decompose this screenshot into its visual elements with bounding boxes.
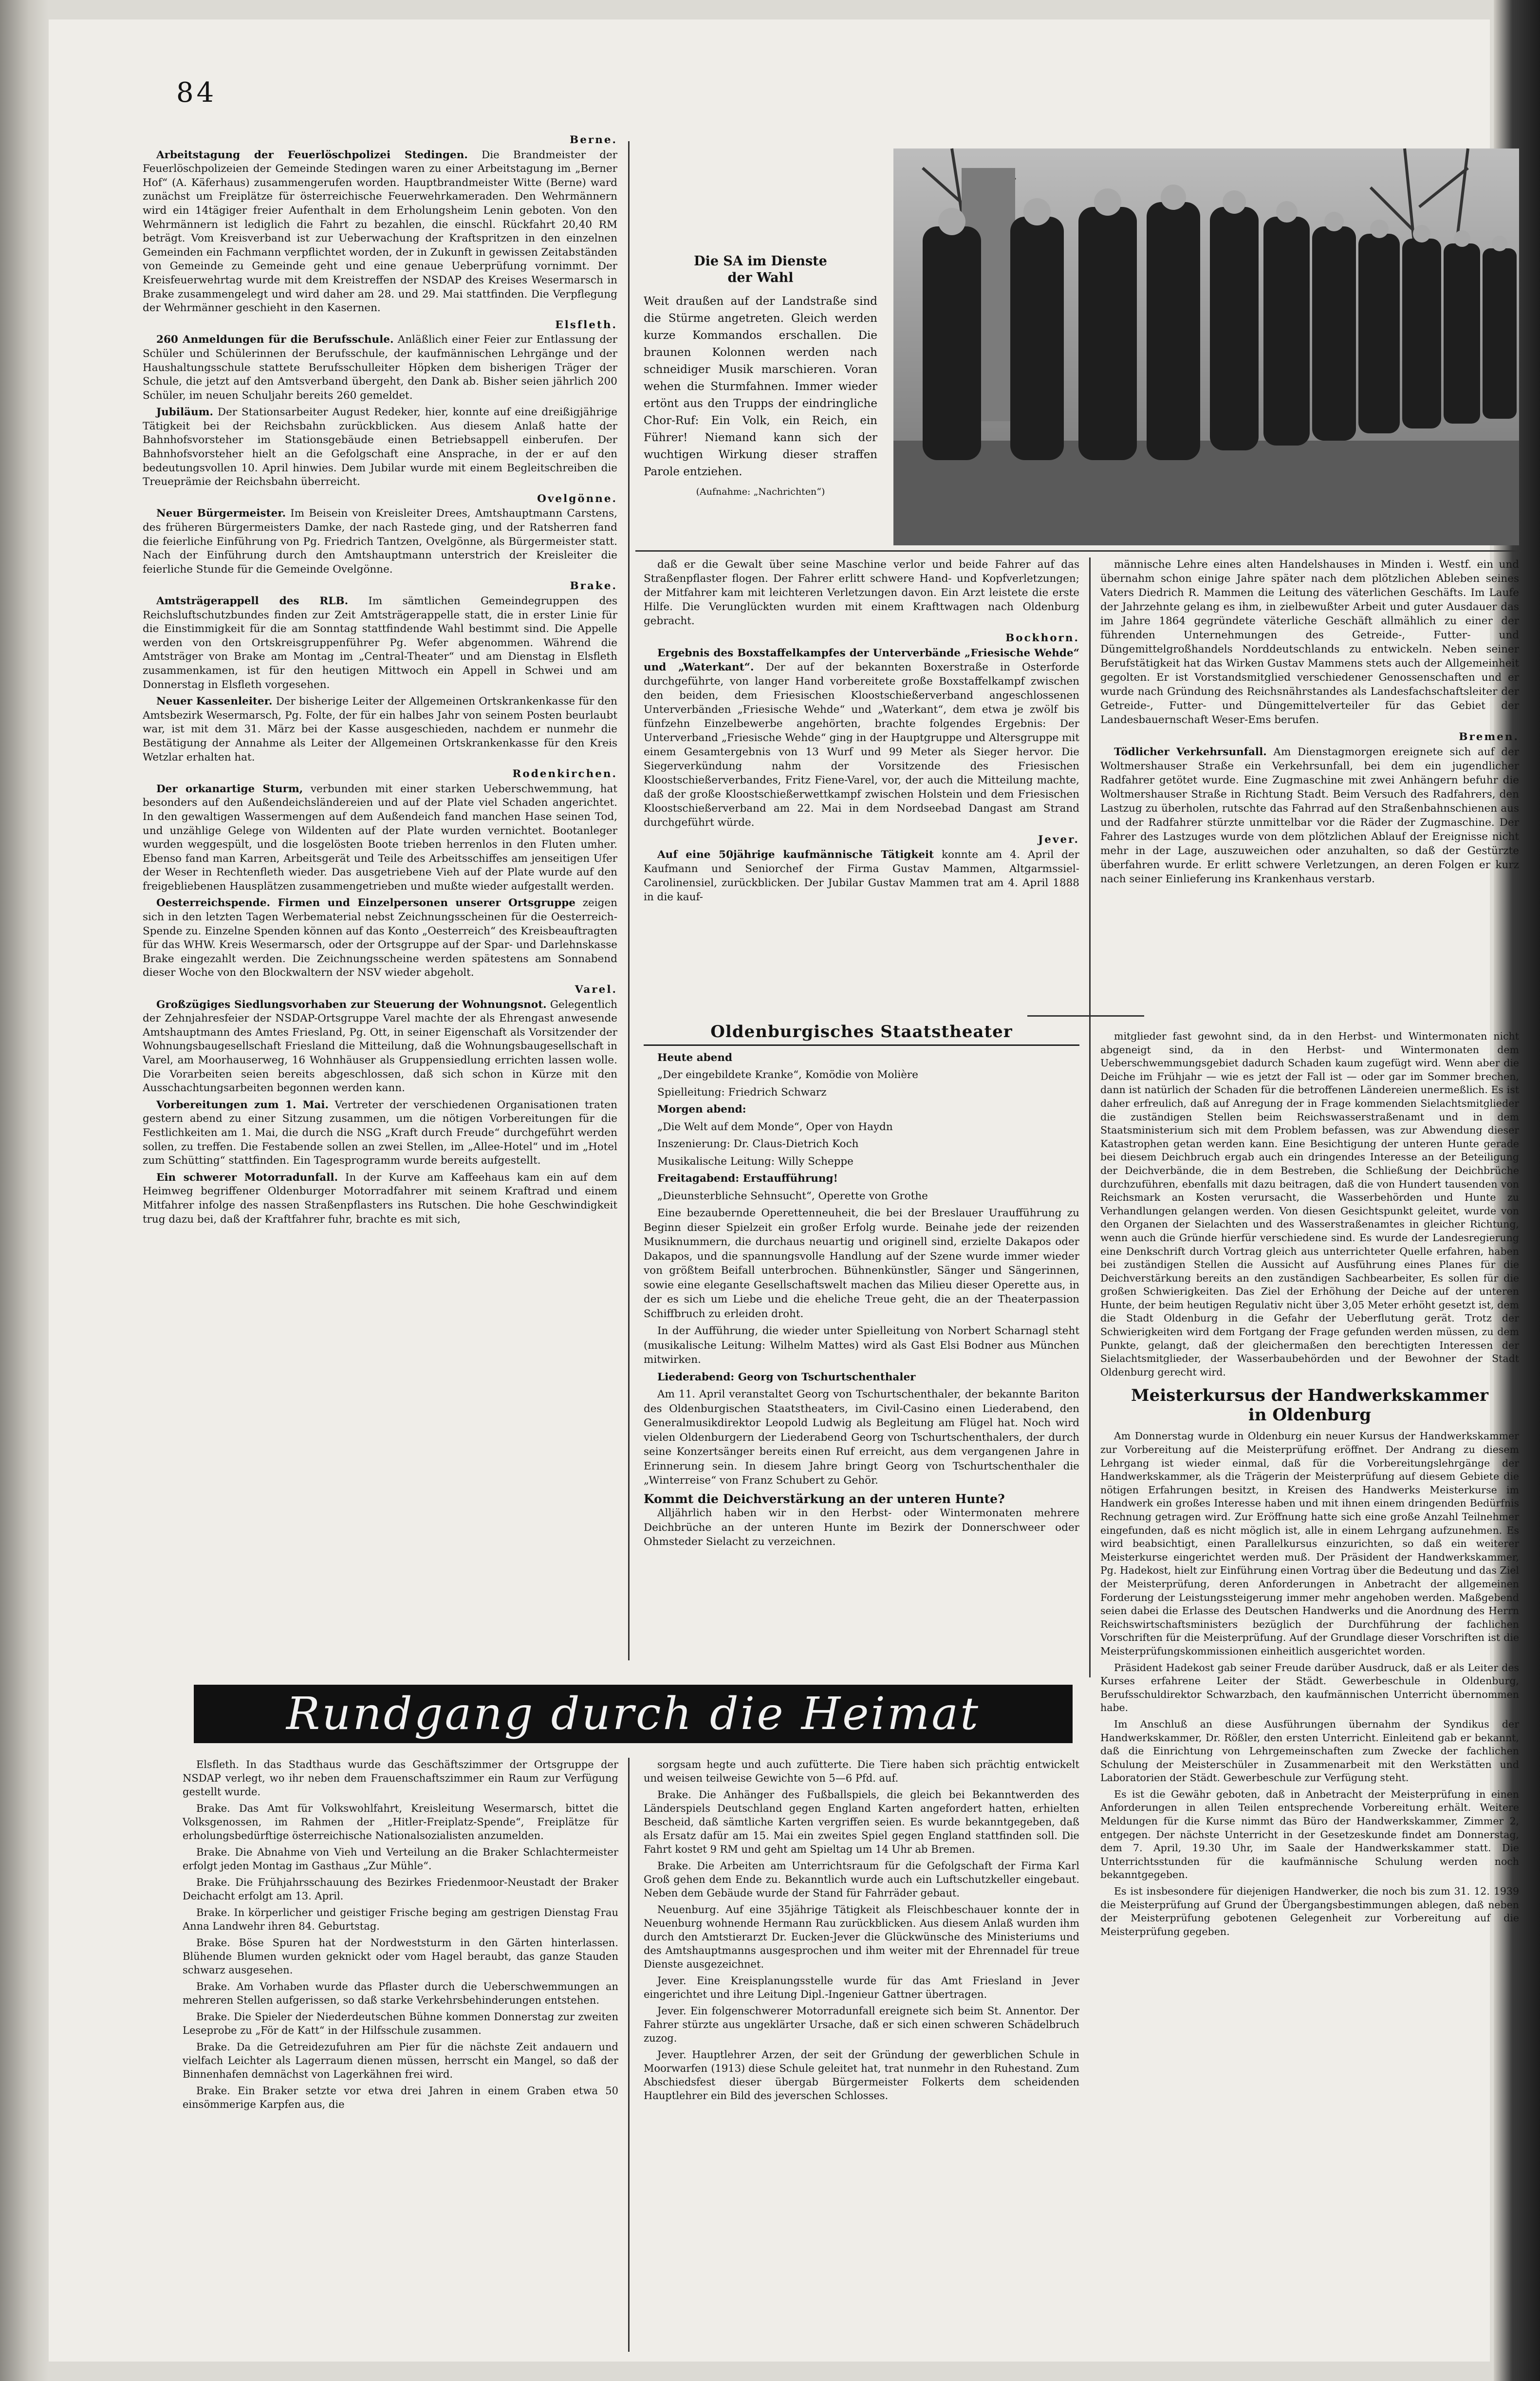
article-paragraph xyxy=(644,1370,1079,1385)
article-paragraph xyxy=(1100,1430,1519,1658)
article-paragraph xyxy=(1100,1788,1519,1882)
article-text: Jever. Ein folgenschwerer Motorradunfall ereignete sich beim St. Annentor. Der Fahrer stürzte aus ungeklärter Ursache, daß er sich einen schweren Schädelbruch zuzog. xyxy=(644,2005,1079,2044)
column-4 xyxy=(1100,1030,1519,2354)
article-lead: Freitagabend: Erstaufführung! xyxy=(657,1172,838,1185)
article-text: Am 11. April veranstaltet Georg von Tschurtschenthaler, der bekannte Bariton des Oldenburgischen Staatstheaters, im Civil-Casino einen Liederabend, den Generalmusikdirektor Leopold Ludwig als Begleitung am Flügel hat. Noch wird vielen Oldenburgern der Liederabend Georg von Tschurtschenthalers, der durch seine Konzertsänger bereits einen Ruf erreicht, aus dem vergangenen Jahre in Erinnerung sein. In diesem Jahre bringt Georg von Tschurtschenthaler die „Winterreise“ von Franz Schubert zu Gehör. xyxy=(644,1388,1079,1487)
article-paragraph xyxy=(143,149,617,316)
article-paragraph xyxy=(644,558,1079,628)
place-heading: Bockhorn. xyxy=(1005,632,1079,644)
article-paragraph xyxy=(183,2040,618,2081)
caption-title-line1: Die SA im Dienste xyxy=(694,254,827,269)
section-rule xyxy=(635,550,1521,552)
article-text: konnte am 4. April der Kaufmann und Seniorchef der Firma Gustav Mammen, Altgarmssiel-Carolinensiel, zurückblicken. Der Jubilar Gustav Mammen trat am 4. April 1888 in die kauf- xyxy=(644,849,1079,903)
article-paragraph xyxy=(183,1876,618,1903)
newspaper-page xyxy=(49,19,1520,2362)
article-paragraph xyxy=(1100,558,1519,727)
article-paragraph xyxy=(143,896,617,980)
column-rule xyxy=(1089,558,1091,1677)
article-text: zeigen sich in den letzten Tagen Werbematerial nebst Zeichnungsscheinen für die Oesterreich-Spende zu. Einzelne Spenden können auf das Konto „Oesterreich“ des Kreisbeauftragten für das WHW. Kreis Wesermarsch, oder der Ortsgruppe auf der Spar- und Darlehnskasse Brake eingezahlt werden. Die Zeichnungsscheine werden spätestens am Sonnabend dieser Woche von den Blockwaltern der NSV wieder abgeholt. xyxy=(143,897,617,979)
article-paragraph xyxy=(1100,1661,1519,1715)
theater-body xyxy=(644,1051,1079,1488)
article-paragraph xyxy=(644,1172,1079,1186)
article-text: „Die Welt auf dem Monde“, Oper von Haydn xyxy=(657,1120,893,1133)
article-paragraph xyxy=(183,1936,618,1977)
article-paragraph xyxy=(143,507,617,577)
article-paragraph xyxy=(644,1120,1079,1135)
article-paragraph xyxy=(644,1206,1079,1321)
article-lead: Ergebnis des Boxstaffelkampfes der Unterverbände „Friesische Wehde“ und „Waterkant“. xyxy=(644,647,1079,673)
column-1 xyxy=(143,131,617,1660)
article-lead: Tödlicher Verkehrsunfall. xyxy=(1114,746,1267,758)
article-text: Vertreter der verschiedenen Organisationen traten gestern abend zu einer Sitzung zusammen, um die nötigen Vorbereitungen für die Festlichkeiten am 1. Mai, die durch die NSG „Kraft durch Freude“ durchgeführt werden sollen, zu treffen. Die Festabende sollen an zwei Stellen, im „Allee-Hotel“ und im „Hotel zum Schütting“ stattfinden. Ein Tagesprogramm wurde bereits aufgestellt. xyxy=(143,1098,617,1167)
sa-troops-photo xyxy=(893,149,1519,545)
article-text: Brake. Die Anhänger des Fußballspiels, die gleich bei Bekanntwerden des Länderspiels Deutschland gegen England Karten angefordert hatten, erhielten Bescheid, daß sämtliche Karten vergriffen seien. Es wurde bekanntgegeben, daß als Ersatz dafür am 15. Mai ein zweites Spiel gegen England stattfinden soll. Die Fahrt kostet 9 RM und geht am Spieltag um 14 Uhr ab Bremen. xyxy=(644,1789,1079,1855)
place-heading: Rodenkirchen. xyxy=(512,768,617,781)
article-text: Inszenierung: Dr. Claus-Dietrich Koch xyxy=(657,1138,859,1150)
article-paragraph xyxy=(183,2010,618,2037)
article-text: Es ist die Gewähr geboten, daß in Anbetracht der Meisterprüfung in einen Anforderungen in allen Teilen entsprechende Vorbereitung erhält. Weitere Meldungen für die Kurse nimmt das Büro der Handwerkskammer, Zimmer 2, entgegen. Der nächste Unterricht in der Gesetzeskunde findet am Donnerstag, dem 7. April, 19.30 Uhr, im Saale der Handwerkskammer statt. Die Unterrichtsstunden für die kaufmännische Schulung werden noch bekanntgegeben. xyxy=(1100,1788,1519,1881)
article-paragraph xyxy=(644,1758,1079,1785)
bottom-column-middle xyxy=(644,1758,1079,2357)
dike-continuation xyxy=(1100,1030,1519,1379)
article-text: Der auf der bekannten Boxerstraße in Osterforde durchgeführte, von langer Hand vorbereitete große Boxstaffelkampf zwischen den beiden, dem Friesischen Kloostschießerverband angeschlossenen Unterverbänden „Friesische Wehde“ und „Waterkant“, dem etwa je zwölf bis fünfzehn Einzelbewerbe angehörten, brachte folgendes Ergebnis: Der Unterverband „Friesische Wehde“ ging in der Hauptgruppe und Altersgruppe mit einem Gesamtergebnis von 13 Wurf und 99 Meter als Sieger hervor. Die Siegerverkündung nahm der Vorsitzende des Friesischen Kloostschießerverbandes, Fritz Fiene-Varel, vor, der auch die Mitteilung machte, daß der große Kloostschießerwettkampf zwischen Holstein und dem Friesischen Kloostschießerverband am 22. Mai in dem Nordseebad Dangast am Strand durchgeführt würde. xyxy=(644,661,1079,829)
article-text: Brake. Die Arbeiten am Unterrichtsraum für die Gefolgschaft der Firma Karl Groß gehen dem Ende zu. Bekanntlich wurde auch ein Luftschutzkeller eingebaut. Neben dem Gebäude wurde der Stand für Fahrräder gebaut. xyxy=(644,1860,1079,1899)
article-paragraph xyxy=(644,1859,1079,1900)
article-text: Spielleitung: Friedrich Schwarz xyxy=(657,1086,827,1098)
article-lead: Vorbereitungen zum 1. Mai. xyxy=(156,1098,329,1111)
article-paragraph xyxy=(644,1154,1079,1169)
article-text: Im Beisein von Kreisleiter Drees, Amtshauptmann Carstens, des früheren Bürgermeisters Damke, der nach Rastede ging, und der Ratsherren fand die feierliche Einführung von Pg. Friedrich Tantzen, Ovelgönne, als Bürgermeister statt. Nach der Einführung durch den Amtshauptmann unterstrich der Kreisleiter die feierliche Stunde für die Gemeinde Ovelgönne. xyxy=(143,507,617,576)
article-lead: Großzügiges Siedlungsvorhaben zur Steuerung der Wohnungsnot. xyxy=(156,998,547,1011)
article-text: Brake. Die Abnahme von Vieh und Verteilung an die Braker Schlachtermeister erfolgt jeden Montag im Gasthaus „Zur Mühle“. xyxy=(183,1846,618,1872)
article-paragraph xyxy=(143,1171,617,1227)
article-text: Eine bezaubernde Operettenneuheit, die bei der Breslauer Uraufführung zu Beginn dieser Spielzeit ein großer Erfolg wurde. Beinahe jede der reizenden Musiknummern, die durchaus neuartig und originell sind, erzielte Dakapos oder Dakapos, und die spannungsvolle Handlung auf der Szene wurde immer wieder von größtem Beifall unterbrochen. Bühnenkünstler, Sänger und Sängerinnen, sowie eine elegante Gesellschaftswelt machen das Milieu dieser Operette aus, in der es sich um Liebe und die eheliche Treue geht, die an der Theaterpassion Schiffbruch zu erleiden droht. xyxy=(644,1207,1079,1320)
article-text: Neuenburg. Auf eine 35jährige Tätigkeit als Fleischbeschauer konnte der in Neuenburg wohnende Hermann Rau zurückblicken. Aus diesem Anlaß wurden ihm durch den Amtstierarzt Dr. Eucken-Jever die Glückwünsche des Ministeriums und des Amtshauptmanns ausgesprochen und ihm weiter mit der Ehrennadel für treue Dienste ausgezeichnet. xyxy=(644,1904,1079,1970)
article-text: Der Stationsarbeiter August Redeker, hier, konnte auf eine dreißigjährige Tätigkeit bei der Reichsbahn zurückblicken. Aus diesem Anlaß hatte der Bahnhofsvorsteher im Stationsgebäude einen Betriebsappell einberufen. Der Bahnhofsvorsteher hielt an die Gefolgschaft eine Ansprache, in der er auf den bedeutungsvollen 10. April hinwies. Dem Jubilar wurde mit einem Begleitschreiben die Treueprämie der Reichsbahn überreicht. xyxy=(143,406,617,488)
article-lead: Jubiläum. xyxy=(156,406,213,419)
article-text: Anläßlich einer Feier zur Entlassung der Schüler und Schülerinnen der Berufsschule, der kaufmännischen Lehrgänge und der Haushaltungsschule stattete Berufsschulleiter Höpken dem bisherigen Träger der Schule, die jetzt auf den Amtsverband übergeht, den Dank ab. Bisher seien jährlich 200 Schüler, im neuen Schuljahr bereits 260 gemeldet. xyxy=(143,334,617,402)
place-heading: Brake. xyxy=(570,580,617,593)
article-text: „Dieunsterbliche Sehnsucht“, Operette von Grothe xyxy=(657,1190,928,1202)
article-lead: Neuer Bürgermeister. xyxy=(156,507,286,520)
article-paragraph xyxy=(644,1324,1079,1367)
article-paragraph xyxy=(143,782,617,894)
article-text: In der Kurve am Kaffeehaus kam ein auf dem Heimweg begriffener Oldenburger Motorradfahrer mit seinem Kraftrad und einem Mitfahrer infolge des nassen Straßenpflasters ins Rutschen. Die hohe Geschwindigkeit trug dazu bei, daß der Kraftfahrer fuhr, brachte es mit sich, xyxy=(143,1171,617,1226)
page-binding xyxy=(0,0,49,2381)
article-paragraph xyxy=(644,2004,1079,2045)
article-text: daß er die Gewalt über seine Maschine verlor und beide Fahrer auf das Straßenpflaster flogen. Der Fahrer erlitt schwere Hand- und Kopfverletzungen; der Mitfahrer kam mit leichteren Verletzungen davon. Ein Arzt leistete die erste Hilfe. Die Verunglückten wurden mit einem Krafttwagen nach Oldenburg gebracht. xyxy=(644,558,1079,627)
article-text: sorgsam hegte und auch zufütterte. Die Tiere haben sich prächtig entwickelt und weisen teilweise Gewichte von 5—6 Pfd. auf. xyxy=(644,1759,1079,1784)
theater-section xyxy=(644,1022,1079,1680)
article-text: Brake. Die Frühjahrsschauung des Bezirkes Friedenmoor-Neustadt der Braker Deichacht erfolgt am 13. April. xyxy=(183,1877,618,1902)
page-number: 84 xyxy=(176,77,217,109)
article-text: Brake. Böse Spuren hat der Nordweststurm in den Gärten hinterlassen. Blühende Blumen wurden geknickt oder vom Hagel beraubt, das ganze Stauden schwarz ausgesehen. xyxy=(183,1937,618,1976)
article-lead: Heute abend xyxy=(657,1051,733,1064)
article-text: Der bisherige Leiter der Allgemeinen Ortskrankenkasse für den Amtsbezirk Wesermarsch, Pg. Folte, der für ein halbes Jahr von seinem Posten beurlaubt war, ist mit dem 31. März bei der Kasse ausgeschieden, nachdem er nunmehr die Bestätigung der Annahme als Leiter der Allgemeinen Ortskrankenkasse für den Kreis Wetzlar erhalten hat. xyxy=(143,695,617,763)
article-lead: Neuer Kassenleiter. xyxy=(156,695,273,708)
article-text: Es ist insbesondere für diejenigen Handwerker, die noch bis zum 31. 12. 1939 die Meisterprüfung auf Grund der Übergangsbestimmungen ablegen, daß neben der Meisterprüfung gebotenen Gelegenheit zur Vorbereitung auf die Meisterprüfung gegeben. xyxy=(1100,1885,1519,1937)
article-paragraph xyxy=(1100,1030,1519,1379)
article-text: Präsident Hadekost gab seiner Freude darüber Ausdruck, daß er als Leiter des Kurses erfahrene Leiter der Städt. Gewerbeschule in Oldenburg, Berufsschuldirektor Schwarzbach, den kaufmännischen Unterricht übernommen habe. xyxy=(1100,1661,1519,1714)
masters-text xyxy=(1100,1430,1519,1938)
theater-rule xyxy=(644,1044,1079,1046)
photo-caption xyxy=(644,253,877,555)
article-paragraph xyxy=(183,1802,618,1842)
article-paragraph xyxy=(644,1051,1079,1065)
article-paragraph xyxy=(143,333,617,403)
article-paragraph xyxy=(644,1085,1079,1100)
masters-title-line2: in Oldenburg xyxy=(1248,1405,1372,1425)
article-text: Jever. Hauptlehrer Arzen, der seit der Gründung der gewerblichen Schule in Moorwarfen (1913) diese Schule geleitet hat, trat nunmehr in den Ruhestand. Zum Abschiedsfest dieser übergab Bürgermeister Folkerts dem scheidenden Hauptlehrer ein Bild des jeverschen Schlosses. xyxy=(644,2049,1079,2102)
article-lead: Arbeitstagung der Feuerlöschpolizei Stedingen. xyxy=(156,149,468,161)
article-text: Im Anschluß an diese Ausführungen übernahm der Syndikus der Handwerkskammer, Dr. Rößler, den ersten Unterricht. Einleitend gab er bekannt, daß die Einrichtung von Lehrgemeinschaften zum Zwecke der fachlichen Schulung der Meisterschüler in Zusammenarbeit mit den Werkstätten und Laboratorien der Städt. Gewerbeschule zur Verfügung steht. xyxy=(1100,1718,1519,1784)
article-paragraph xyxy=(1100,1885,1519,1938)
article-text: mitglieder fast gewohnt sind, da in den Herbst- und Wintermonaten nicht abgeneigt sind, da in den Herbst- und Wintermonaten dem Ueberschwemmungsgebiet dadurch Schaden kaum zugefügt wird. Wenn aber die Deiche im Frühjahr — wie es jetzt der Fall ist — oder gar im Sommer brechen, dann ist natürlich der Schaden für die betroffenen Ländereien unermeßlich. Es ist daher erfreulich, daß auf Anregung der in Frage kommenden Sielachtsmitglieder die zuständigen Stellen beim Reichswasserstraßenamt und in dem Staatsministerium sich mit dem Problem befassen, was zur Abwendung dieser Katastrophen getan werden kann. Eine Besichtigung der unteren Hunte gerade bei diesem Deichbruch ergab auch ein dringendes Interesse an der Beteiligung der Deichverbände, die in dem Bestreben, die Schließung der Deichbrüche durchzuführen, ebenfalls mit dazu beitragen, daß die von Hundert tausenden von Reichsmark an Kosten verursacht, die Wasserbehörden und Hunte zu Verhandlungen gelangen werden. Von diesen Gesichtspunkt geleitet, wurde von den Organen der Sielachten und des Wasserstraßenamtes in gleicher Richtung, wenn auch die Gründe hierfür verschiedene sind. Es wurde der Landesregierung eine Denkschrift durch Vortrag gleich aus unterrichteter Quelle erfahren, haben bei zuständigen Stellen die Aussicht auf Ausführung eines Planes für die Deichverstärkung bereits an den zuständigen Sachbearbeiter, Es sollen für die großen Schwierigkeiten. Das Ziel der Erhöhung der Deiche auf der unteren Hunte, der beim heutigen Regulativ nicht über 3,05 Meter erhöht gesetzt ist, dem die Stadt Oldenburg in die Gefahr der Ueberflutung gerät. Trotz der Schwierigkeiten wird dem Fortgang der Frage gefunden werden müssen, zu dem Punkte, gelangt, daß der gleichermaßen den berechtigten Interessen der Sielachtsmitglieder, der Wasserbaubehörden und der Bewohner der Stadt Oldenburg gerecht wird. xyxy=(1100,1030,1519,1378)
article-paragraph xyxy=(644,1068,1079,1082)
article-paragraph xyxy=(143,595,617,692)
place-heading: Bremen. xyxy=(1459,731,1519,743)
place-heading: Jever. xyxy=(1038,834,1079,846)
place-heading: Elsfleth. xyxy=(555,318,617,331)
article-text: verbunden mit einer starken Ueberschwemmung, hat besonders auf den Außendeichsländereien und auf der Plate viel Schaden angerichtet. In den gewaltigen Wassermengen auf dem Außendeich fand manchen Hase seinen Tod, und unzählige Gelege von Wildenten auf der Plate wurden vernichtet. Bootanleger wurden weggespült, und die losgelösten Boote trieben herrenlos in den Fluten umher. Ebenso fand man Karren, Arbeitsgerät und Teile des Arbeitsschiffes am jenseitigen Ufer der Weser in Rechtenfleth wieder. Das ausgetriebene Vieh auf der Plate wurde auf den freigebliebenen Hausplätzen zusammengetrieben und mußte wieder aufgestallt werden. xyxy=(143,782,618,893)
article-text: Brake. In körperlicher und geistiger Frische beging am gestrigen Dienstag Frau Anna Landwehr ihren 84. Geburtstag. xyxy=(183,1907,618,1932)
dike-title: Kommt die Deichverstärkung an der unteren Hunte? xyxy=(644,1491,1005,1506)
section-banner: Rundgang durch die Heimat xyxy=(194,1685,1073,1743)
article-paragraph xyxy=(183,1758,618,1799)
article-paragraph xyxy=(644,1903,1079,1971)
article-paragraph xyxy=(644,1387,1079,1488)
article-lead: Morgen abend: xyxy=(657,1103,746,1116)
article-paragraph xyxy=(183,1980,618,2007)
article-lead: Auf eine 50jährige kaufmännische Tätigkeit xyxy=(657,849,934,861)
section-rule xyxy=(1027,1015,1144,1017)
article-paragraph xyxy=(644,1788,1079,1856)
article-text: Am Donnerstag wurde in Oldenburg ein neuer Kursus der Handwerkskammer zur Vorbereitung auf die Meisterprüfung eröffnet. Der Andrang zu diesem Lehrgang ist wieder einmal, daß für die Vorbereitungslehrgänge der Handwerkskammer, als die Trägerin der Meisterprüfung auf diesem Gebiete die nötigen Erfahrungen besitzt, in Kreisen des Handwerks Meisterkurse im Handwerk ein großes Interesse haben und mit ihnen einem dringenden Bedürfnis Rechnung getragen wird. Zur Eröffnung hatte sich eine große Anzahl Teilnehmer eingefunden, daß es nicht möglich ist, alle in einem Lehrgang aufzunehmen. Es wird beabsichtigt, einen Parallelkursus einzurichten, so daß ein weiterer Meisterkurse eingerichtet werden muß. Der Präsident der Handwerkskammer, Pg. Hadekost, hielt zur Einführung einen Vortrag über die Bedeutung und das Ziel der Meisterprüfung, deren Anforderungen in Anbetracht der allgemeinen Forderung der Leistungssteigerung immer mehr angehoben werden. Maßgebend seien dabei die Erlasse des Deutschen Handwerks und die Anordnung des Herrn Reichswirtschaftsministers bezüglich der Durchführung der fachlichen Vorschriften für die Meisterprüfung. Auf der Grundlage dieser Vorschriften ist die Meisterprüfungskommissionen einheitlich ausgerichtet worden. xyxy=(1100,1430,1519,1657)
article-text: Jever. Eine Kreisplanungsstelle wurde für das Amt Friesland in Jever eingerichtet und ihre Leitung Dipl.-Ingenieur Gattner übertragen. xyxy=(644,1975,1079,2000)
article-text: männische Lehre eines alten Handelshauses in Minden i. Westf. ein und übernahm schon einige Jahre später nach dem plötzlichen Ableben seines Vaters Diedrich R. Mammen die Leitung des väterlichen Geschäfts. Im Laufe der Jahrzehnte gelang es ihm, in zielbewußter Arbeit und guter Ausdauer das im Jahre 1864 gegründete väterliche Geschäft allmählich zu einer der führenden Unternehmungen des Getreide-, Futter- und Düngemittelgroßhandels Norddeutschlands zu entwickeln. Neben seiner Berufstätigkeit hat das Wirken Gustav Mammens stets auch der Allgemeinheit gegolten. Er ist Vorstandsmitglied verschiedener Genossenschaften und er wurde nach Gründung des Reichsnährstandes als Landesfachschaftsleiter der Getreide-, Futter- und Düngemittelverteiler für das Gebiet der Landesbauernschaft Weser-Ems berufen. xyxy=(1100,558,1519,726)
masters-title-line1: Meisterkursus der Handwerkskammer xyxy=(1131,1386,1488,1406)
article-paragraph xyxy=(183,1906,618,1933)
column-3 xyxy=(1100,558,1519,1018)
article-text: Gelegentlich der Zehnjahresfeier der NSDAP-Ortsgruppe Varel machte der als Ehrengast anwesende Amtshauptmann des Amtes Friesland, Pg. Ott, in seiner Eigenschaft als Vorsitzender der Wohnungsbaugesellschaft Friesland die Mitteilung, daß die Wohnungsbaugesellschaft in Varel, am Moorhauserweg, 16 Wohnhäuser als Gruppensiedlung errichten lassen wolle. Die Vorarbeiten seien bereits abgeschlossen, daß sich schon in Kürze mit den Ausschachtungsarbeiten begonnen werden kann. xyxy=(143,998,617,1095)
dike-text: Alljährlich haben wir in den Herbst- oder Wintermonaten mehrere Deichbrüche an der unteren Hunte im Bezirk der Donnerschweer oder Ohmsteder Sielacht zu verzeichnen. xyxy=(644,1507,1079,1548)
article-text: Brake. Das Amt für Volkswohlfahrt, Kreisleitung Wesermarsch, bittet die Volksgenossen, im Rahmen der „Hitler-Freiplatz-Spende“, Freiplätze für erholungsbedürftige österreichische Nationalsozialisten anzumelden. xyxy=(183,1803,618,1842)
caption-text: Weit draußen auf der Landstraße sind die Stürme angetreten. Gleich werden kurze Kommandos erschallen. Die braunen Kolonnen werden nach schneidiger Musik marschieren. Voran wehen die Sturmfahnen. Immer wieder ertönt aus den Trupps der eindringliche Chor-Ruf: Ein Volk, ein Reich, ein Führer! Niemand kann sich der wuchtigen Wirkung dieser straffen Parole entziehen. xyxy=(644,295,877,478)
article-paragraph xyxy=(143,695,617,764)
column-rule xyxy=(628,1758,630,2352)
article-paragraph xyxy=(183,2084,618,2111)
article-paragraph xyxy=(644,1189,1079,1204)
article-paragraph xyxy=(644,1974,1079,2001)
place-heading: Varel. xyxy=(575,984,617,996)
photo-image xyxy=(893,149,1519,545)
article-text: „Der eingebildete Kranke“, Komödie von Molière xyxy=(657,1069,918,1081)
article-paragraph xyxy=(644,848,1079,904)
theater-title: Oldenburgisches Staatstheater xyxy=(710,1022,1013,1042)
article-lead: Der orkanartige Sturm, xyxy=(156,782,303,795)
caption-title-line2: der Wahl xyxy=(727,270,794,285)
article-paragraph xyxy=(183,1845,618,1873)
article-paragraph xyxy=(143,1098,617,1168)
article-text: Elsfleth. In das Stadthaus wurde das Geschäftszimmer der Ortsgruppe der NSDAP verlegt, wo ihr neben dem Frauenschaftszimmer ein Raum zur Verfügung gestellt wurde. xyxy=(183,1759,618,1798)
article-text: Brake. Ein Braker setzte vor etwa drei Jahren in einem Graben etwa 50 einsömmerige Karpfen aus, die xyxy=(183,2085,618,2110)
article-paragraph xyxy=(644,2048,1079,2102)
article-text: Brake. Die Spieler der Niederdeutschen Bühne kommen Donnerstag zur zweiten Leseprobe zu „För de Katt“ in der Hilfsschule zusammen. xyxy=(183,2011,618,2036)
bottom-column-left xyxy=(183,1758,618,2357)
caption-credit: (Aufnahme: „Nachrichten“) xyxy=(696,486,825,497)
article-text: Brake. Am Vorhaben wurde das Pflaster durch die Ueberschwemmungen an mehreren Stellen aufgerissen, so daß starke Verkehrsbehinderungen entstehen. xyxy=(183,1981,618,2006)
column-rule xyxy=(628,141,630,1660)
article-paragraph xyxy=(644,1137,1079,1152)
article-paragraph xyxy=(143,998,617,1096)
article-paragraph xyxy=(1100,1718,1519,1785)
article-text: In der Aufführung, die wieder unter Spielleitung von Norbert Scharnagl steht (musikalische Leitung: Wilhelm Mattes) wird als Gast Elsi Bodner aus München mitwirken. xyxy=(644,1325,1079,1366)
place-heading: Berne. xyxy=(570,134,617,146)
article-lead: 260 Anmeldungen für die Berufsschule. xyxy=(156,334,394,346)
article-lead: Liederabend: Georg von Tschurtschenthaler xyxy=(657,1371,916,1383)
article-paragraph xyxy=(644,1102,1079,1117)
article-paragraph xyxy=(143,406,617,489)
article-text: Brake. Da die Getreidezufuhren am Pier für die nächste Zeit andauern und vielfach Leichter als Lagerraum dienen müssen, herrscht ein Mangel, so daß der Binnenhafen demnächst von Lagerkähnen frei wird. xyxy=(183,2041,618,2080)
article-paragraph xyxy=(1100,745,1519,886)
article-lead: Amtsträgerappell des RLB. xyxy=(156,595,349,607)
article-lead: Ein schwerer Motorradunfall. xyxy=(156,1171,338,1184)
article-lead: Oesterreichspende. Firmen und Einzelpersonen unserer Ortsgruppe xyxy=(156,897,575,910)
article-text: Die Brandmeister der Feuerlöschpolizeien der Gemeinde Stedingen waren zu einer Arbeitstagung im „Berner Hof“ (A. Käferhaus) zusammengerufen worden. Hauptbrandmeister Witte (Berne) ward zunächst um Freiplätze für österreichische Feuerwehrkameraden. Den Wehrmännern wird ein 14tägiger freier Aufenthalt in dem Erholungsheim Lenin geboten. Von den Wehrmännern ist lediglich die Fahrt zu bezahlen, die einschl. Rückfahrt 20,40 RM beträgt. Vom Kreisverband ist zur Ueberwachung der Kraftspritzen in den einzelnen Gemeinden ein Fachmann verpflichtet worden, der in Zukunft in gewissen Zeitabständen von Gemeinde zu Gemeinde geht und eine genaue Ueberprüfung vornimmt. Der Kreisfeuerwehrtag wurde mit dem Kreistreffen der NSDAP des Kreises Wesermarsch in Brake zusammengelegt und wird daher am 28. und 29. Mai stattfinden. Die Verpflegung der Wehrmänner geschieht in den Kasernen. xyxy=(143,149,617,315)
column-2 xyxy=(644,558,1079,1018)
article-paragraph xyxy=(644,646,1079,830)
article-text: Im sämtlichen Gemeindegruppen des Reichsluftschutzbundes finden zur Zeit Amtsträgerappelle statt, die in erster Linie für die Einstimmigkeit für die am Sonntag stattfindende Wahl bestimmt sind. Die Appelle werden von den Ortskreisgruppenführer Pg. Wefer abgenommen. Während die Amtsträger von Brake am Montag im „Central-Theater“ und am Dienstag in Elsfleth zusammenkamen, ist für den heutigen Mittwoch ein Appell in Schwei und am Donnerstag in Elsfleth vorgesehen. xyxy=(143,595,617,691)
article-text: Am Dienstagmorgen ereignete sich auf der Woltmershauser Straße ein Verkehrsunfall, bei dem ein jugendlicher Radfahrer getötet wurde. Eine Zugmaschine mit zwei Anhängern befuhr die Woltmershauser Straße in Richtung Stadt. Beim Versuch des Radfahrers, den Lastzug zu überholen, rutschte das Fahrrad auf den Straßenbahnschienen aus und der Radfahrer stürzte unmittelbar vor die Räder der Zugmaschine. Der Fahrer des Lastzuges wurde von dem plötzlichen Ablauf der Ereignisse nicht mehr in der Lage, auszuweichen oder anzuhalten, so daß der Gestürzte überfahren wurde. Er erlitt schwere Verletzungen, an deren Folgen er kurz nach seiner Einlieferung ins Krankenhaus verstarb. xyxy=(1100,746,1520,885)
article-text: Musikalische Leitung: Willy Scheppe xyxy=(657,1155,853,1168)
place-heading: Ovelgönne. xyxy=(537,492,617,505)
